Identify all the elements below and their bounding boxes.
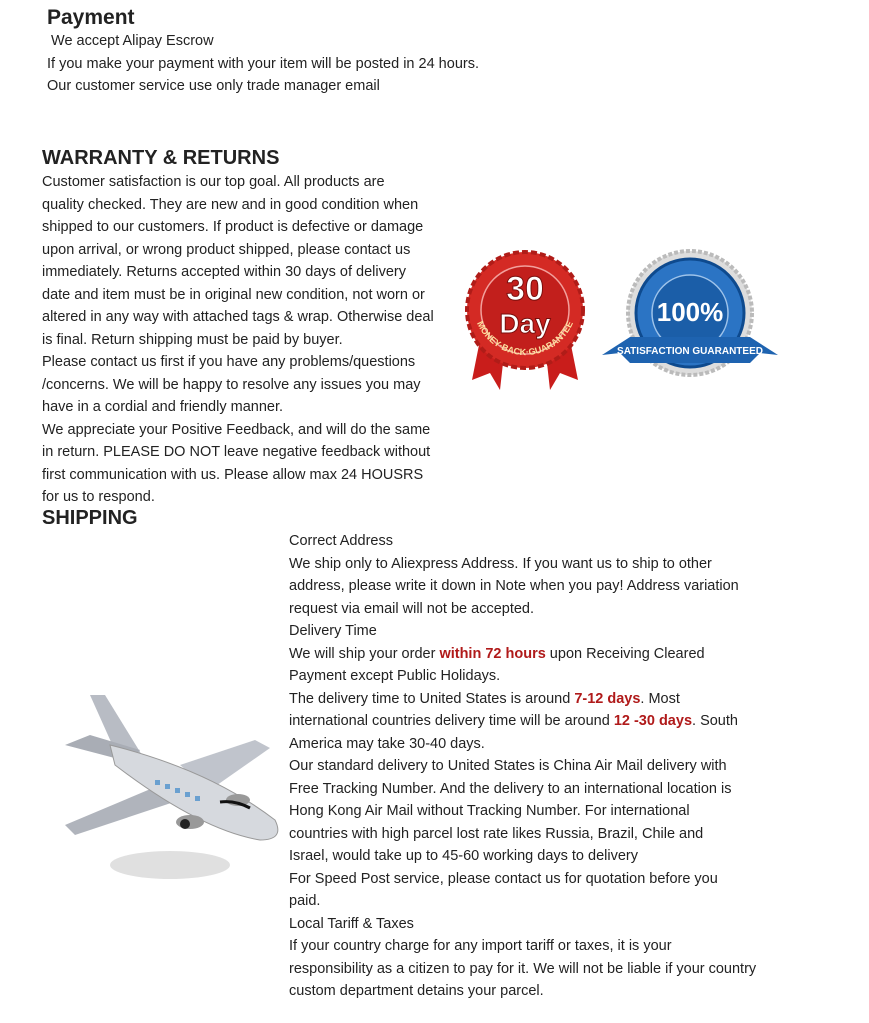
shipping-text-segment: Our standard delivery to United States is China Air Mail delivery with <box>289 758 727 774</box>
warranty-line: have in a cordial and friendly manner. <box>42 399 284 415</box>
guarantee-badges <box>460 245 790 395</box>
badge-100: 100% <box>656 297 724 327</box>
shipping-text-segment: America may take 30-40 days. <box>289 735 485 752</box>
shipping-line <box>289 755 756 778</box>
shipping-line <box>289 778 756 801</box>
warranty-line: Please contact us first if you have any problems/questions <box>42 354 416 370</box>
warranty-line: for us to respond. <box>42 489 155 505</box>
shipping-text-segment: request via email will not be accepted. <box>289 600 535 617</box>
shipping-line <box>289 823 756 846</box>
warranty-line: in return. PLEASE DO NOT leave negative feedback without <box>42 444 431 460</box>
warranty-line: /concerns. We will be happy to resolve any issues you may <box>42 376 421 393</box>
shipping-text-segment: We will ship your order <box>289 645 440 662</box>
shipping-text-segment: Payment except Public Holidays. <box>289 668 501 684</box>
warranty-line: immediately. Returns accepted within 30 days of delivery <box>42 264 407 280</box>
shipping-title: SHIPPING <box>42 507 138 529</box>
shipping-line <box>289 553 756 576</box>
warranty-line: We appreciate your Positive Feedback, and will do the same <box>42 421 431 438</box>
shipping-text-segment: For Speed Post service, please contact us for quotation before you <box>289 870 718 887</box>
shipping-text-segment: Correct Address <box>289 533 393 549</box>
shipping-text-segment: Israel, would take up to 45-60 working days to delivery <box>289 848 638 864</box>
shipping-text-segment: address, please write it down in Note when you pay! Address variation <box>289 578 739 594</box>
satisfaction-badge <box>602 251 778 375</box>
shipping-text-segment: . Most <box>640 690 680 707</box>
warranty-line: first communication with us. Please allow max 24 HOUSRS <box>42 466 424 483</box>
airplane-image <box>60 690 290 900</box>
shipping-line <box>289 980 756 1003</box>
shipping-text-segment: If your country charge for any import tariff or taxes, it is your <box>289 938 672 954</box>
warranty-text <box>42 171 434 509</box>
badge-day: Day <box>499 308 551 339</box>
shipping-line <box>289 913 756 936</box>
shipping-text-segment: countries with high parcel lost rate likes Russia, Brazil, Chile and <box>289 825 704 842</box>
shipping-line <box>289 665 756 688</box>
shipping-text-segment: Hong Kong Air Mail without Tracking Number. For international <box>289 803 690 819</box>
shipping-text-segment: Free Tracking Number. And the delivery to an international location is <box>289 780 732 797</box>
payment-title: Payment <box>47 6 135 29</box>
badge-30: 30 <box>506 270 544 308</box>
payment-line: We accept Alipay Escrow <box>47 33 214 49</box>
money-back-badge <box>467 252 583 390</box>
shipping-line <box>289 958 756 981</box>
shipping-line <box>289 733 756 756</box>
shipping-line <box>289 530 756 553</box>
highlighted-text: 7-12 days <box>574 690 641 707</box>
warranty-line: Customer satisfaction is our top goal. All products are <box>42 174 385 190</box>
money-back-ring-text: MONEY·BACK·GUARANTEE <box>475 319 575 358</box>
shipping-line <box>289 643 756 666</box>
shipping-text-segment: upon Receiving Cleared <box>545 645 705 662</box>
payment-line: If you make your payment with your item will be posted in 24 hours. <box>47 55 479 72</box>
shipping-line <box>289 620 756 643</box>
shipping-text-segment: We ship only to Aliexpress Address. If you want us to ship to other <box>289 555 712 572</box>
warranty-title: WARRANTY & RETURNS <box>42 147 280 169</box>
badge-ribbon-text: SATISFACTION GUARANTEED <box>617 346 763 357</box>
shipping-text-segment: international countries delivery time will be around <box>289 713 614 729</box>
shipping-text-segment: Local Tariff & Taxes <box>289 915 414 932</box>
warranty-line: date and item must be in original new condition, not worn or <box>42 286 425 303</box>
warranty-line: shipped to our customers. If product is defective or damage <box>42 219 424 235</box>
shipping-line <box>289 688 756 711</box>
shipping-line <box>289 575 756 598</box>
shipping-line <box>289 890 756 913</box>
highlighted-text: within 72 hours <box>439 645 546 662</box>
shipping-line <box>289 598 756 621</box>
shipping-text-segment: . South <box>692 713 738 729</box>
shipping-line <box>289 935 756 958</box>
warranty-line: altered in any way with attached tags & wrap. Otherwise deal <box>42 309 434 325</box>
shipping-line <box>289 868 756 891</box>
warranty-line: is final. Return shipping must be paid by buyer. <box>42 331 343 348</box>
shipping-line <box>289 845 756 868</box>
shipping-text-segment: Delivery Time <box>289 623 377 639</box>
shipping-line <box>289 710 756 733</box>
shipping-text-segment: paid. <box>289 893 321 909</box>
warranty-line: quality checked. They are new and in good condition when <box>42 196 419 213</box>
shipping-text <box>289 530 756 1003</box>
payment-text <box>47 30 479 98</box>
warranty-line: upon arrival, or wrong product shipped, please contact us <box>42 241 411 258</box>
shipping-text-segment: custom department detains your parcel. <box>289 983 544 999</box>
shipping-text-segment: The delivery time to United States is around <box>289 690 575 707</box>
highlighted-text: 12 -30 days <box>613 713 693 729</box>
shipping-line <box>289 800 756 823</box>
payment-line: Our customer service use only trade manager email <box>47 78 380 94</box>
shipping-text-segment: responsibility as a citizen to pay for it. We will not be liable if your country <box>289 960 757 977</box>
